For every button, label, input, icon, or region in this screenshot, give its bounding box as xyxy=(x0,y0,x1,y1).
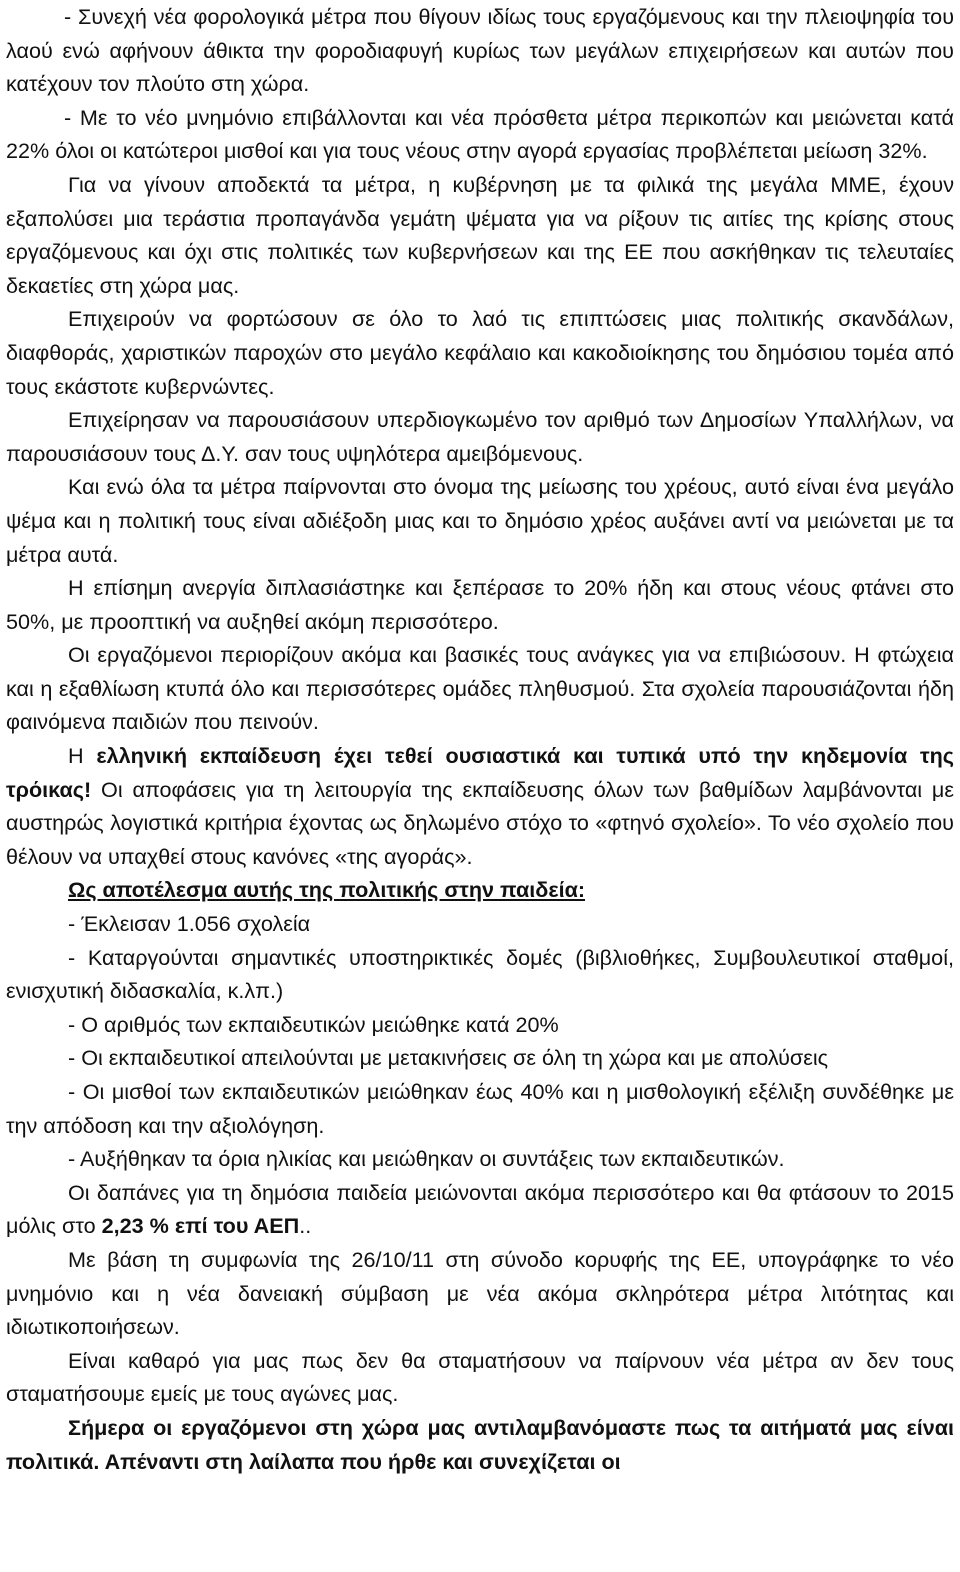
bold-statement: ελληνική εκπαίδευση έχει τεθεί ουσιαστικά και τυπικά υπό την κηδεμονία της τρόικας! xyxy=(6,743,955,802)
section-heading: Ως αποτέλεσμα αυτής της πολιτικής στην παιδεία: xyxy=(68,877,586,903)
paragraph-spending xyxy=(6,1176,954,1243)
list-item: - Οι μισθοί των εκπαιδευτικών μειώθηκαν έως 40% και η μισθολογική εξέλιξη συνδέθηκε με την απόδοση και την αξιολόγηση. xyxy=(6,1079,954,1138)
paragraph-tax-measures: - Συνεχή νέα φορολογικά μέτρα που θίγουν ιδίως τους εργαζόμενους και την πλειοψηφία του λαού ενώ αφήνουν άθικτα την φοροδιαφυγή κυρίως των μεγάλων επιχειρήσεων και αυτών που κατέχουν τον πλούτο στη χώρα. xyxy=(6,4,954,97)
paragraph-unemployment: Η επίσημη ανεργία διπλασιάστηκε και ξεπέρασε το 20% ήδη και στους νέους φτάνει στο 50%, με προοπτική να αυξηθεί ακόμη περισσότερο. xyxy=(6,575,954,634)
paragraph-poverty: Οι εργαζόμενοι περιορίζουν ακόμα και βασικές τους ανάγκες για να επιβιώσουν. Η φτώχεια και η εξαθλίωση κτυπά όλο και περισσότερες ομάδες πληθυσμού. Στα σχολεία παρουσιάζονται ήδη φαινόμενα παιδιών που πεινούν. xyxy=(6,642,954,735)
list-item: - Έκλεισαν 1.056 σχολεία xyxy=(68,911,311,937)
paragraph-burden: Επιχειρούν να φορτώσουν σε όλο το λαό τις επιπτώσεις μιας πολιτικής σκανδάλων, διαφθοράς, χαριστικών παροχών στο μεγάλο κεφάλαιο και κακοδιοίκησης του δημόσιου τομέα από τους εκάστοτε κυβερνώντες. xyxy=(6,306,954,399)
paragraph-education-troika xyxy=(6,739,954,873)
list-item: - Καταργούνται σημαντικές υποστηρικτικές δομές (βιβλιοθήκες, Συμβουλευτικοί σταθμοί, ενισχυτική διδασκαλία, κ.λπ.) xyxy=(6,944,954,1004)
list-item: - Αυξήθηκαν τα όρια ηλικίας και μειώθηκαν οι συντάξεις των εκπαιδευτικών. xyxy=(68,1146,785,1172)
paragraph-civil-servants: Επιχείρησαν να παρουσιάσουν υπερδιογκωμένο τον αριθμό των Δημοσίων Υπαλλήλων, να παρουσιάσουν τους Δ.Υ. σαν τους υψηλότερα αμειβόμενους. xyxy=(6,407,954,466)
paragraph-summit: Με βάση τη συμφωνία της 26/10/11 στη σύνοδο κορυφής της ΕΕ, υπογράφηκε το νέο μνημόνιο και η νέα δανειακή σύμβαση με νέα ακόμα σκληρότερα μέτρα λιτότητας και ιδιωτικοποιήσεων. xyxy=(6,1246,954,1340)
paragraph-propaganda: Για να γίνουν αποδεκτά τα μέτρα, η κυβέρνηση με τα φιλικά της μεγάλα ΜΜΕ, έχουν εξαπολύσει μια τεράστια προπαγάνδα γεμάτη ψέματα για να ρίξουν τις αιτίες της κρίσης στους εργαζόμενους και όχι στις πολιτικές των κυβερνήσεων και της ΕΕ που ασκήθηκαν τις τελευταίες δεκαετίες στη χώρα μας. xyxy=(6,171,954,298)
paragraph-struggle: Είναι καθαρό για μας πως δεν θα σταματήσουν να παίρνουν νέα μέτρα αν δεν τους σταματήσουμε εμείς με τους αγώνες μας. xyxy=(6,1347,954,1407)
text-run: Η xyxy=(68,743,97,769)
list-item: - Οι εκπαιδευτικοί απειλούνται με μετακινήσεις σε όλη τη χώρα και με απολύσεις xyxy=(68,1045,829,1071)
paragraph-memorandum-cuts: - Με το νέο μνημόνιο επιβάλλονται και νέα πρόσθετα μέτρα περικοπών και μειώνεται κατά 22% όλοι οι κατώτεροι μισθοί και για τους νέους στην αγορά εργασίας προβλέπεται μείωση 32%. xyxy=(6,104,954,164)
text-run: Οι αποφάσεις για τη λειτουργία της εκπαίδευσης όλων των βαθμίδων λαμβάνονται με αυστηρώς λογιστικά κριτήρια έχοντας ως δηλωμένο στόχο το «φτηνό σχολείο». Το νέο σχολείο που θέλουν να υπαχθεί στους κανόνες «της αγοράς». xyxy=(6,776,954,869)
bold-figure: 2,23 % επί του ΑΕΠ xyxy=(101,1213,300,1239)
text-run: .. xyxy=(299,1213,312,1239)
paragraph-debt: Και ενώ όλα τα μέτρα παίρνονται στο όνομα της μείωσης του χρέους, αυτό είναι ένα μεγάλο ψέμα και η πολιτική τους είναι αδιέξοδη μιας και το δημόσιο χρέος αυξάνει αντί να μειώνεται με τα μέτρα αυτά. xyxy=(6,474,954,567)
heading-results xyxy=(6,873,954,907)
list-item: - Ο αριθμός των εκπαιδευτικών μειώθηκε κατά 20% xyxy=(68,1011,559,1037)
paragraph-political-demands: Σήμερα οι εργαζόμενοι στη χώρα μας αντιλαμβανόμαστε πως τα αιτήματά μας είναι πολιτικά. Απέναντι στη λαίλαπα που ήρθε και συνεχίζεται οι xyxy=(6,1414,954,1474)
text-run: Οι δαπάνες για τη δημόσια παιδεία μειώνονται ακόμα περισσότερο και θα φτάσουν το 2015 μόλις στο xyxy=(6,1179,954,1239)
